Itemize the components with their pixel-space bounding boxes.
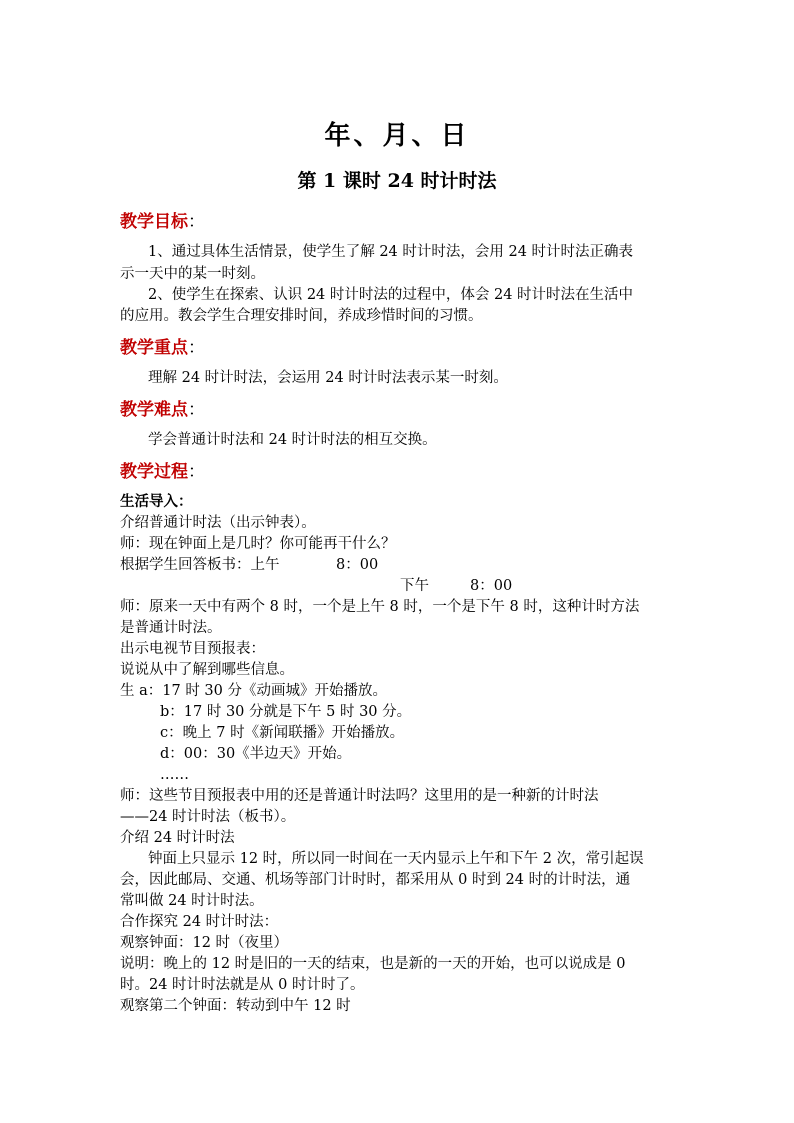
process-line: 时。24 时计时法就是从 0 时计时了。 bbox=[120, 977, 365, 993]
process-line: 师：这些节目预报表中用的还是普通计时法吗？这里用的是一种新的计时法 bbox=[120, 788, 599, 804]
process-intro-label: 生活导入： bbox=[120, 493, 193, 510]
heading-teaching-process bbox=[120, 460, 205, 484]
process-line: 说明：晚上的 12 时是旧的一天的结束，也是新的一天的开始，也可以说成是 0 bbox=[120, 956, 626, 972]
heading-text: 教学难点 bbox=[120, 400, 188, 420]
goal-1-line-2: 示一天中的某一时刻。 bbox=[120, 266, 265, 282]
heading-key-points bbox=[120, 336, 205, 360]
process-line: 出示电视节目预报表： bbox=[120, 641, 265, 657]
process-line: 常叫做 24 时计时法。 bbox=[120, 893, 264, 909]
process-line: 钟面上只显示 12 时，所以同一时间在一天内显示上午和下午 2 次，常引起误 bbox=[148, 851, 644, 867]
student-answer-c: c：晚上 7 时《新闻联播》开始播放。 bbox=[160, 725, 405, 741]
goal-1-line-1: 1、通过具体生活情景，使学生了解 24 时计时法，会用 24 时计时法正确表 bbox=[148, 244, 634, 260]
student-answer-a: 生 a：17 时 30 分《动画城》开始播放。 bbox=[120, 683, 387, 699]
process-line: 师：原来一天中有两个 8 时，一个是上午 8 时，一个是下午 8 时，这种计时方法 bbox=[120, 599, 640, 615]
heading-text: 教学过程 bbox=[120, 462, 188, 482]
process-line: 是普通计时法。 bbox=[120, 620, 222, 636]
process-line: 观察第二个钟面：转动到中午 12 时 bbox=[120, 998, 351, 1014]
process-line: 合作探究 24 时计时法： bbox=[120, 914, 279, 930]
goal-2-line-2: 的应用。教会学生合理安排时间，养成珍惜时间的习惯。 bbox=[120, 308, 483, 324]
board-am-label: 根据学生回答板书：上午 bbox=[120, 557, 280, 573]
process-line: 说说从中了解到哪些信息。 bbox=[120, 662, 294, 678]
process-line: 观察钟面：12 时（夜里） bbox=[120, 935, 289, 951]
student-answer-d: d：00：30《半边天》开始。 bbox=[160, 746, 352, 762]
key-point-text: 理解 24 时计时法，会运用 24 时计时法表示某一时刻。 bbox=[148, 370, 508, 386]
heading-text: 教学目标 bbox=[120, 212, 188, 232]
lesson-subtitle: 第 1 课时 24 时计时法 bbox=[297, 170, 497, 192]
process-line: 介绍 24 时计时法 bbox=[120, 830, 235, 846]
process-line: 介绍普通计时法（出示钟表）。 bbox=[120, 515, 316, 531]
heading-difficult-points bbox=[120, 398, 205, 422]
board-pm-label: 下午 bbox=[400, 578, 429, 594]
goal-2-line-1: 2、使学生在探索、认识 24 时计时法的过程中，体会 24 时计时法在生活中 bbox=[148, 287, 634, 303]
process-line: ——24 时计时法（板书）。 bbox=[120, 809, 296, 825]
process-line: 师：现在钟面上是几时？你可能再干什么？ bbox=[120, 536, 396, 552]
heading-colon: ： bbox=[188, 338, 205, 358]
board-pm-time: 8：00 bbox=[470, 578, 513, 594]
heading-colon: ： bbox=[188, 462, 205, 482]
heading-colon: ： bbox=[188, 212, 205, 232]
page-title: 年、月、日 bbox=[324, 121, 470, 151]
heading-teaching-goals bbox=[120, 210, 205, 234]
ellipsis: …… bbox=[160, 767, 189, 783]
student-answer-b: b：17 时 30 分就是下午 5 时 30 分。 bbox=[160, 704, 412, 720]
process-line: 会，因此邮局、交通、机场等部门计时时，都采用从 0 时到 24 时的计时法，通 bbox=[120, 872, 631, 888]
heading-text: 教学重点 bbox=[120, 338, 188, 358]
difficult-point-text: 学会普通计时法和 24 时计时法的相互交换。 bbox=[148, 432, 437, 448]
board-am-time: 8：00 bbox=[336, 557, 379, 573]
heading-colon: ： bbox=[188, 400, 205, 420]
